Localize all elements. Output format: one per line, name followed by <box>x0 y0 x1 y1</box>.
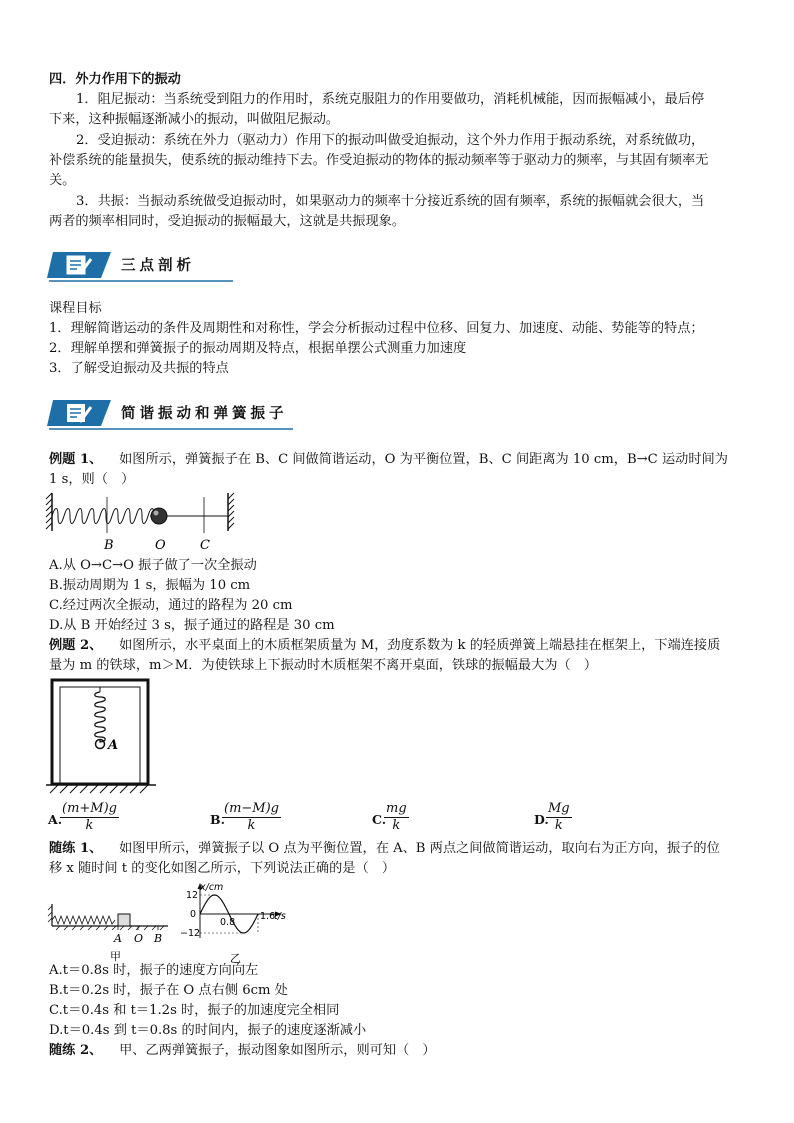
example-text: 如图所示，水平桌面上的木质框架质量为 M，劲度系数为 k 的轻质弹簧上端悬挂在框架上，下端连接质 <box>119 638 721 653</box>
goal-item: 2．理解单摆和弹簧振子的振动周期及特点，根据单摆公式测重力加速度 <box>49 341 467 356</box>
label-a: A <box>114 932 122 945</box>
option-a[interactable]: A.从 O→C→O 振子做了一次全振动 <box>49 558 257 573</box>
y-axis-label: x/cm <box>200 882 224 893</box>
example-1-line-2: 1 s，则（ ） <box>49 472 135 487</box>
practice-1-line-1 <box>49 839 720 859</box>
fraction-numerator: (m−M)g <box>224 801 279 816</box>
x-axis-label: t/s <box>274 911 286 922</box>
example-label: 例题 2、 <box>49 638 103 653</box>
practice-2-line-1 <box>49 1041 436 1061</box>
option-c-fraction[interactable] <box>384 801 409 834</box>
paragraph-damped-1: 1．阻尼振动：当系统受到阻力的作用时，系统克服阻力的作用要做功，消耗机械能，因而振幅减小，最后停 <box>76 92 705 107</box>
fraction-denominator: k <box>392 818 401 833</box>
option-c[interactable]: C.经过两次全振动，通过的路程为 20 cm <box>49 598 293 613</box>
option-b-fraction[interactable] <box>222 801 281 834</box>
option-c-label[interactable]: C. <box>372 812 387 827</box>
banner-title: 三点剖析 <box>121 258 195 274</box>
figure-caption-jia: 甲 <box>110 950 121 962</box>
option-c[interactable]: C.t＝0.4s 和 t＝1.2s 时，振子的加速度完全相同 <box>49 1003 340 1018</box>
horizontal-spring-figure <box>46 900 176 962</box>
label-b: B <box>154 932 163 945</box>
goal-item: 3．了解受迫振动及共振的特点 <box>49 361 229 376</box>
option-d[interactable]: D.t＝0.4s 到 t＝0.8s 的时间内，振子的速度逐渐减小 <box>49 1023 367 1038</box>
goals-heading: 课程目标 <box>49 301 102 316</box>
label-b: B <box>104 538 114 551</box>
fraction-numerator: mg <box>386 801 407 816</box>
paragraph-forced-3: 关。 <box>49 173 76 188</box>
example-label: 例题 1、 <box>49 452 103 467</box>
practice-text: 甲、乙两弹簧振子，振动图象如图所示，则可知（ ） <box>119 1043 436 1058</box>
paragraph-forced-1: 2．受迫振动：系统在外力（驱动力）作用下的振动叫做受迫振动，这个外力作用于振动系统，对系统做功， <box>76 133 705 148</box>
section-banner-shm <box>47 396 297 430</box>
practice-label: 随练 1、 <box>49 841 103 856</box>
x-tick-end: 1.6 <box>260 911 276 922</box>
practice-text: 如图甲所示，弹簧振子以 O 点为平衡位置，在 A、B 两点之间做简谐运动，取向右为正方向，振子的位 <box>119 841 720 856</box>
section-banner-analysis <box>47 248 233 282</box>
y-tick-bottom: −12 <box>180 928 201 939</box>
goal-item: 1．理解简谐运动的条件及周期性和对称性，学会分析振动过程中位移、回复力、加速度、动能、势能等的特点； <box>49 321 704 336</box>
label-c: C <box>200 538 210 551</box>
displacement-time-graph <box>178 880 288 966</box>
label-o: O <box>134 932 144 945</box>
example-2-line-2: 量为 m 的铁球，m＞M．为使铁球上下振动时木质框架不离开桌面，铁球的振幅最大为（ ） <box>49 658 598 673</box>
option-b-label[interactable]: B. <box>210 812 225 827</box>
section-heading: 四．外力作用下的振动 <box>49 72 181 87</box>
option-d[interactable]: D.从 B 开始经过 3 s，振子通过的路程是 30 cm <box>49 618 335 633</box>
paragraph-resonance-2: 两者的频率相同时，受迫振动的振幅最大，这就是共振现象。 <box>49 214 406 229</box>
paragraph-forced-2: 补偿系统的能量损失，使系统的振动维持下去。作受迫振动的物体的振动频率等于驱动力的频率，与其固有频率无 <box>49 153 709 168</box>
practice-1-line-2: 移 x 随时间 t 的变化如图乙所示，下列说法正确的是（ ） <box>49 861 396 876</box>
option-b[interactable]: B.t＝0.2s 时，振子在 O 点右侧 6cm 处 <box>49 983 288 998</box>
fraction-denominator: k <box>554 818 563 833</box>
example-2-line-1 <box>49 636 720 656</box>
label-o: O <box>155 538 166 551</box>
fraction-denominator: k <box>85 818 94 833</box>
option-a-fraction[interactable] <box>60 801 119 834</box>
ball-label: A <box>108 738 119 753</box>
frame-spring-figure <box>46 678 162 800</box>
example-1-line-1 <box>49 450 728 470</box>
option-a-label[interactable]: A. <box>48 812 63 827</box>
option-a[interactable]: A.t＝0.8s 时，振子的速度方向向左 <box>49 963 259 978</box>
option-d-fraction[interactable] <box>546 801 572 834</box>
option-d-label[interactable]: D. <box>534 812 549 827</box>
paragraph-damped-2: 下来，这种振幅逐渐减小的振动，叫做阻尼振动。 <box>49 112 340 127</box>
fraction-numerator: Mg <box>548 801 570 816</box>
paragraph-resonance-1: 3．共振：当振动系统做受迫振动时，如果驱动力的频率十分接近系统的固有频率，系统的振幅就会很大，当 <box>76 194 705 209</box>
banner-title: 简谐振动和弹簧振子 <box>121 406 288 422</box>
spring-oscillator-figure <box>44 489 244 551</box>
example-text: 如图所示，弹簧振子在 B、C 间做简谐运动，O 为平衡位置，B、C 间距离为 10 cm，B→C 运动时间为 <box>119 452 728 467</box>
figure-caption-yi: 乙 <box>230 952 241 965</box>
option-b[interactable]: B.振动周期为 1 s，振幅为 10 cm <box>49 578 251 593</box>
practice-label: 随练 2、 <box>49 1043 103 1058</box>
y-tick-zero: 0 <box>190 909 197 920</box>
x-tick-mid: 0.8 <box>220 917 236 928</box>
fraction-numerator: (m+M)g <box>62 801 117 816</box>
y-tick-top: 12 <box>186 890 199 901</box>
fraction-denominator: k <box>247 818 256 833</box>
